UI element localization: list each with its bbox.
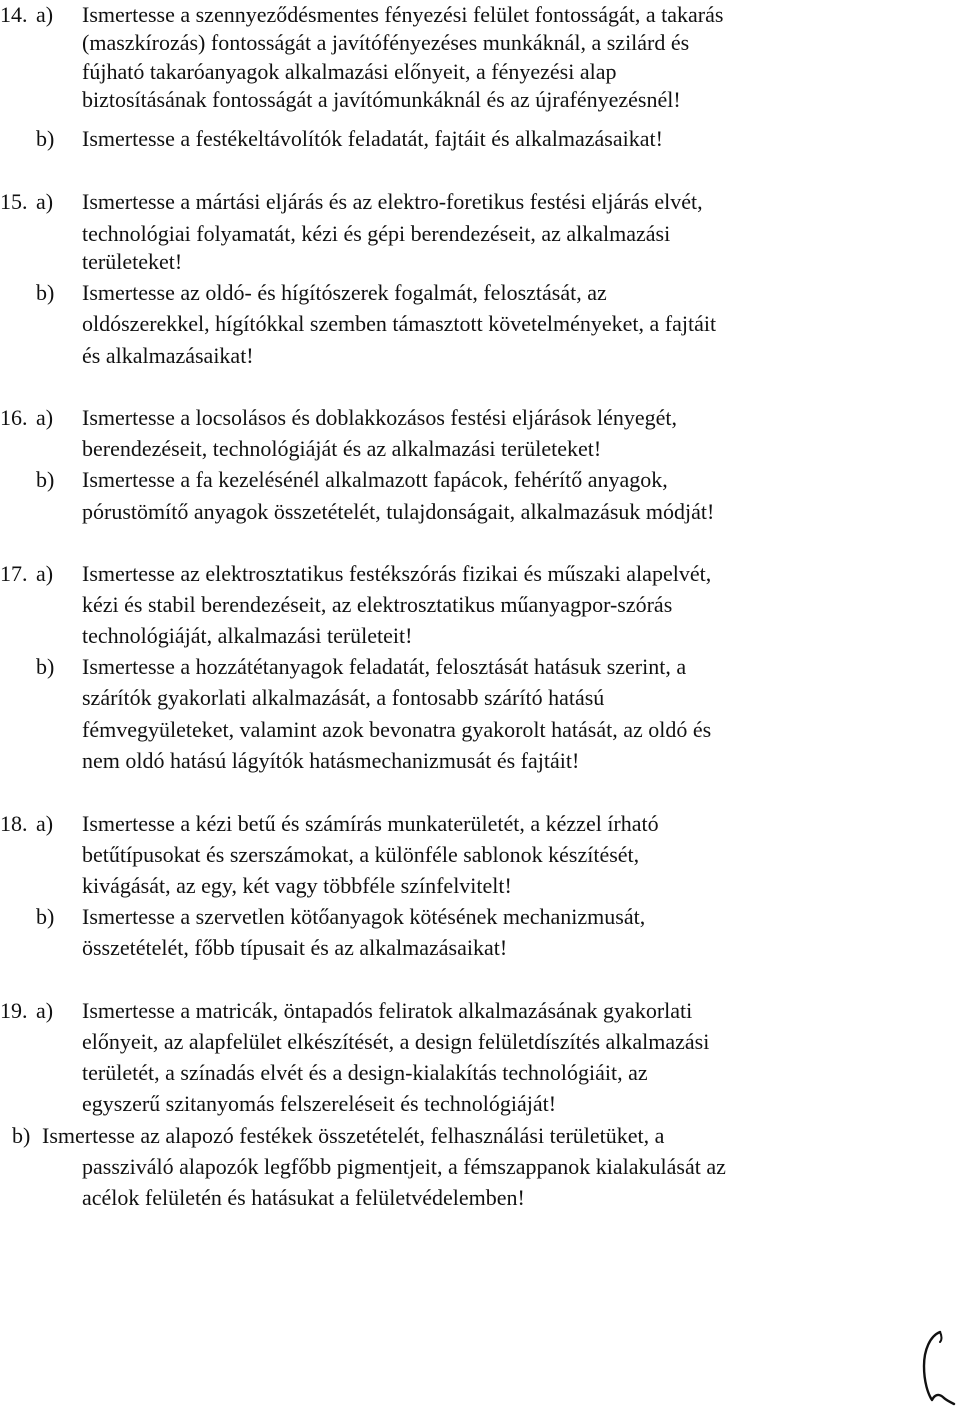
question-number: 17. [0, 561, 28, 586]
question-text-line: összetételét, főbb típusait és az alkalmazásaikat! [82, 935, 508, 960]
part-label: a) [36, 405, 54, 430]
question-text-line: passziváló alapozók legfőbb pigmentjeit, a fémszappanok kialakulását az [82, 1154, 726, 1179]
question-text-line: előnyeit, az alapfelület elkészítését, a design felületdíszítés alkalmazási [82, 1029, 710, 1054]
part-label: a) [36, 2, 54, 27]
question-text-line: Ismertesse a festékeltávolítók feladatát, fajtáit és alkalmazásaikat! [82, 126, 663, 151]
part-label: a) [36, 561, 54, 586]
question-text-line: Ismertesse a locsolásos és doblakkozásos festési eljárások lényegét, [82, 405, 678, 430]
handwritten-signature-mark [916, 1326, 956, 1406]
question-text-line: biztosításának fontosságát a javítómunkáknál és az újrafényezésnél! [82, 87, 681, 112]
part-label: a) [36, 811, 54, 836]
part-label: b) [36, 904, 55, 929]
question-text-line: szárítók gyakorlati alkalmazását, a fontosabb szárító hatású [82, 685, 605, 710]
question-text-line: Ismertesse a matricák, öntapadós feliratok alkalmazásának gyakorlati [82, 998, 693, 1023]
question-text-line: egyszerű szitanyomás felszereléseit és technológiáját! [82, 1091, 557, 1116]
question-text-line: berendezéseit, technológiáját és az alkalmazási területeket! [82, 436, 602, 461]
question-text-line: területeket! [82, 249, 183, 274]
question-text-line: acélok felületén és hatásukat a felületvédelemben! [82, 1185, 525, 1210]
question-text-line: Ismertesse a szervetlen kötőanyagok kötésének mechanizmusát, [82, 904, 646, 929]
part-label: a) [36, 998, 54, 1023]
question-text-line: technológiáját, alkalmazási területeit! [82, 623, 413, 648]
part-label: b) [36, 280, 55, 305]
question-text-line: területét, a színadás elvét és a design-kialakítás technológiáit, az [82, 1060, 648, 1085]
question-text-line: Ismertesse a szennyeződésmentes fényezési felület fontosságát, a takarás [82, 2, 724, 27]
question-text-line: Ismertesse a mártási eljárás és az elektro-foretikus festési eljárás elvét, [82, 189, 703, 214]
part-label: b) [12, 1123, 31, 1148]
question-text-line: Ismertesse az elektrosztatikus festékszórás fizikai és műszaki alapelvét, [82, 561, 712, 586]
question-number: 14. [0, 2, 28, 27]
part-label: b) [36, 467, 55, 492]
question-text-line: (maszkírozás) fontosságát a javítófényezéses munkáknál, a szilárd és [82, 30, 690, 55]
question-text-line: kézi és stabil berendezéseit, az elektrosztatikus műanyagpor-szórás [82, 592, 673, 617]
question-number: 18. [0, 811, 28, 836]
question-text-line: Ismertesse a kézi betű és számírás munkaterületét, a kézzel írható [82, 811, 659, 836]
question-text-line: Ismertesse a hozzátétanyagok feladatát, felosztását hatásuk szerint, a [82, 654, 687, 679]
question-text-line: technológiai folyamatát, kézi és gépi berendezéseit, az alkalmazási [82, 221, 671, 246]
part-label: a) [36, 189, 54, 214]
question-text-line: betűtípusokat és szerszámokat, a különféle sablonok készítését, [82, 842, 640, 867]
question-number: 16. [0, 405, 28, 430]
question-text-line: Ismertesse az oldó- és hígítószerek fogalmát, felosztását, az [82, 280, 607, 305]
question-text-line: Ismertesse az alapozó festékek összetételét, felhasználási területüket, a [42, 1123, 665, 1148]
question-number: 15. [0, 189, 28, 214]
question-text-line: és alkalmazásaikat! [82, 343, 254, 368]
question-text-line: Ismertesse a fa kezelésénél alkalmazott fapácok, fehérítő anyagok, [82, 467, 668, 492]
question-text-line: kivágását, az egy, két vagy többféle színfelvitelt! [82, 873, 512, 898]
question-text-line: oldószerekkel, hígítókkal szemben támasztott követelményeket, a fajtáit [82, 311, 717, 336]
part-label: b) [36, 654, 55, 679]
question-text-line: nem oldó hatású lágyítók hatásmechanizmusát és fajtáit! [82, 748, 580, 773]
question-text-line: fújható takaróanyagok alkalmazási előnyeit, a fényezési alap [82, 59, 617, 84]
question-text-line: fémvegyületeket, valamint azok bevonatra gyakorolt hatását, az oldó és [82, 717, 712, 742]
question-text-line: pórustömítő anyagok összetételét, tulajdonságait, alkalmazásuk módját! [82, 499, 715, 524]
part-label: b) [36, 126, 55, 151]
question-number: 19. [0, 998, 28, 1023]
